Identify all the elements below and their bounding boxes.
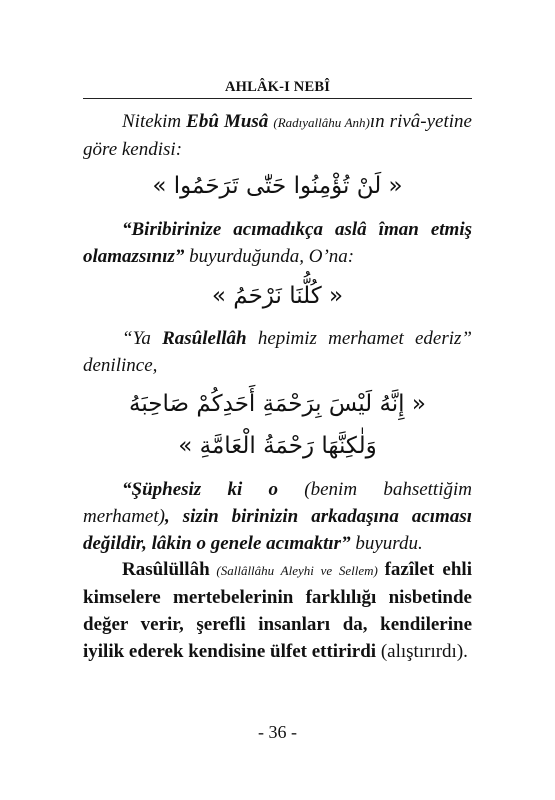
quote: “Şüphesiz ki o	[122, 479, 279, 500]
page-number: - 36 -	[258, 722, 297, 742]
text: (alıştırırdı).	[376, 641, 468, 662]
arabic-hadith-3: « إِنَّهُ لَيْسَ بِرَحْمَةِ أَحَدِكُمْ صَاحِبَهُ	[129, 391, 426, 417]
running-header: AHLÂK-I NEBÎ	[224, 79, 331, 95]
arabic-hadith-4: وَلٰكِنَّهَا رَحْمَةُ الْعَامَّةِ »	[178, 433, 377, 459]
paragraph-intro	[83, 108, 472, 163]
honorific: (Radıyallâhu Anh)	[273, 115, 370, 130]
text: fazîlet ehli kimselere mertebelerinin farklılığı nisbetinde değer verir, şerefli insanları da, kendilerine iyilik ederek kendisine ülfet ettirirdi	[83, 559, 472, 662]
paragraph-translation-2	[83, 476, 472, 557]
arabic-hadith-2: « كُلُّنَا نَرْحَمُ »	[211, 283, 344, 309]
text: Nitekim	[122, 111, 187, 132]
quote: “Biribirinize acımadıkça aslâ îman etmiş olamazsınız”	[83, 219, 472, 267]
paragraph-commentary	[83, 556, 472, 665]
text: hepimiz merhamet ederiz” denilince,	[83, 328, 472, 376]
paragraph-translation-1	[83, 216, 472, 270]
text: buyurduğunda, O’na:	[184, 246, 355, 267]
text: ın rivâ-yetine göre kendisi:	[83, 111, 472, 160]
prophet-name: Rasûlüllâh	[122, 559, 210, 580]
header-rule	[83, 98, 472, 99]
narrator-name: Ebû Musâ	[186, 111, 269, 132]
text: buyurdu.	[350, 533, 423, 554]
paragraph-reply	[83, 325, 472, 379]
quote: , sizin birinizin arkadaşına acıması değildir, lâkin o genele acımaktır”	[83, 506, 472, 554]
arabic-hadith-1: « لَنْ تُؤْمِنُوا حَتّٰى تَرَحَمُوا »	[152, 173, 403, 199]
text: (benim bahsettiğim merhamet)	[83, 479, 472, 527]
text: “Ya	[122, 328, 163, 349]
prophet-name: Rasûlellâh	[162, 328, 247, 349]
honorific: (Sallâllâhu Aleyhi ve Sellem)	[209, 563, 385, 578]
